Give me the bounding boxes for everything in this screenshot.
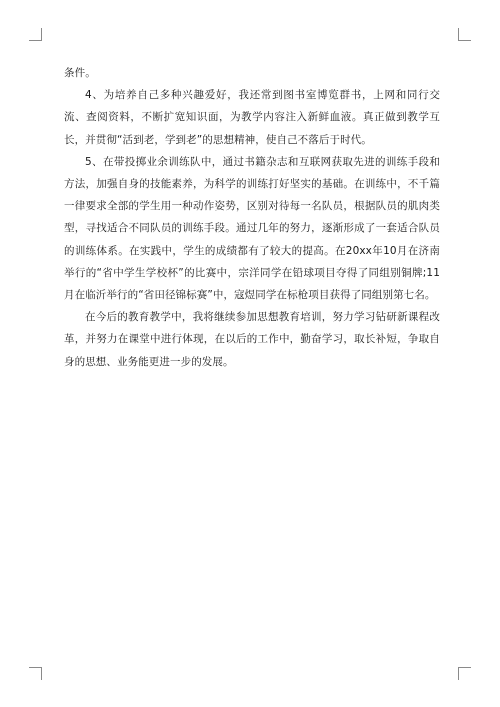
crop-mark-bottom-left xyxy=(29,667,42,680)
crop-mark-top-right xyxy=(458,28,471,41)
paragraph-item-5: 5、在带投掷业余训练队中，通过书籍杂志和互联网获取先进的训练手段和方法，加强自身的技能素养，为科学的训练打好坚实的基础。在训练中，不千篇一律要求全部的学生用一种动作姿势，区别对待每一名队员，根据队员的肌肉类型，寻找适合不同队员的训练手段。通过几年的努力，逐渐形成了一套适合队员的训练体系。在实践中，学生的成绩都有了较大的提高。在20xx年10月在济南举行的“省中学生学校杯”的比赛中，宗洋同学在铅球项目夺得了同组别铜牌;11月在临沂举行的“省田径锦标赛”中，寇煜同学在标枪项目获得了同组别第七名。 xyxy=(64,155,440,302)
paragraph-continuation: 条件。 xyxy=(64,67,96,79)
document-body xyxy=(64,62,440,373)
crop-mark-bottom-right xyxy=(458,667,471,680)
paragraph-conclusion: 在今后的教育教学中，我将继续参加思想教育培训，努力学习钻研新课程改革，并努力在课堂中进行体现，在以后的工作中，勤奋学习，取长补短，争取自身的思想、业务能更进一步的发展。 xyxy=(64,311,440,368)
paragraph-item-4: 4、为培养自己多种兴趣爱好，我还常到图书室博览群书，上网和同行交流、查阅资料，不断扩宽知识面，为教学内容注入新鲜血液。真正做到教学互长，并贯彻“活到老，学到老”的思想精神，使自己不落后于时代。 xyxy=(64,89,440,146)
crop-mark-top-left xyxy=(29,28,42,41)
